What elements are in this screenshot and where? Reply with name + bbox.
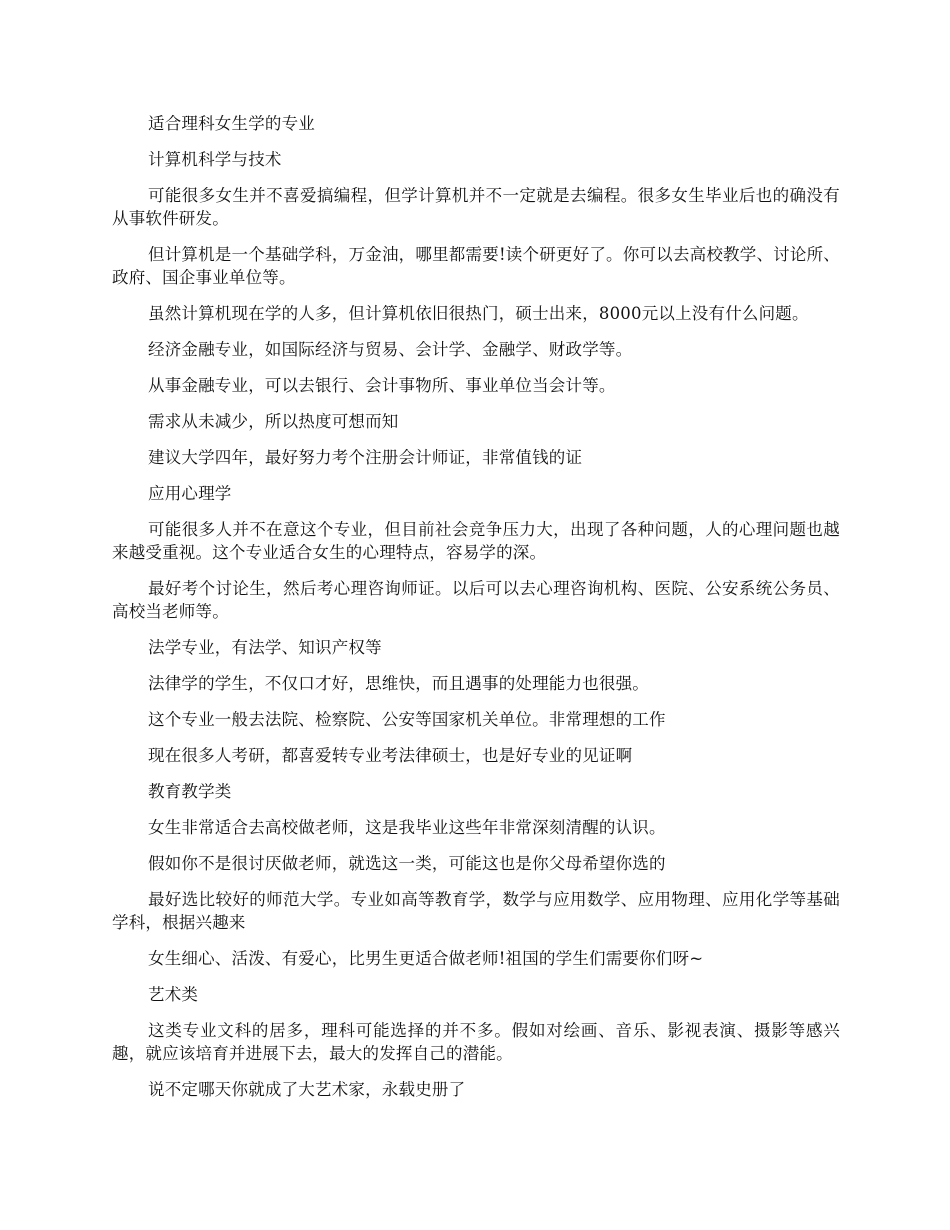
paragraph: 虽然计算机现在学的人多，但计算机依旧很热门，硕士出来，8000元以上没有什么问题。 <box>148 304 809 323</box>
paragraph: 最好选比较好的师范大学。专业如高等教育学，数学与应用数学、应用物理、应用化学等基础学科，根据兴趣来 <box>112 890 840 932</box>
paragraph: 可能很多人并不在意这个专业，但目前社会竞争压力大，出现了各种问题，人的心理问题也越来越受重视。这个专业适合女生的心理特点，容易学的深。 <box>112 520 840 562</box>
paragraph: 这类专业文科的居多，理科可能选择的并不多。假如对绘画、音乐、影视表演、摄影等感兴趣，就应该培育并进展下去，最大的发挥自己的潜能。 <box>112 1021 840 1063</box>
paragraph: 从事金融专业，可以去银行、会计事物所、事业单位当会计等。 <box>148 376 616 395</box>
paragraph: 说不定哪天你就成了大艺术家，永载史册了 <box>148 1080 466 1099</box>
section-heading-law: 法学专业，有法学、知识产权等 <box>148 638 382 657</box>
document-page <box>112 112 840 1114</box>
paragraph: 女生非常适合去高校做老师，这是我毕业这些年非常深刻清醒的认识。 <box>148 818 666 837</box>
paragraph: 建议大学四年，最好努力考个注册会计师证，非常值钱的证 <box>148 448 583 467</box>
doc-title: 适合理科女生学的专业 <box>148 114 315 133</box>
section-heading-psychology: 应用心理学 <box>148 484 232 503</box>
section-heading-computer-science: 计算机科学与技术 <box>148 150 282 169</box>
paragraph: 法律学的学生，不仅口才好，思维快，而且遇事的处理能力也很强。 <box>148 674 649 693</box>
paragraph: 但计算机是一个基础学科，万金油，哪里都需要!读个研更好了。你可以去高校教学、讨论所、政府、国企事业单位等。 <box>112 245 840 287</box>
section-heading-arts: 艺术类 <box>148 985 199 1004</box>
paragraph: 这个专业一般去法院、检察院、公安等国家机关单位。非常理想的工作 <box>148 710 666 729</box>
paragraph: 女生细心、活泼、有爱心，比男生更适合做老师!祖国的学生们需要你们呀~ <box>148 949 704 968</box>
paragraph: 假如你不是很讨厌做老师，就选这一类，可能这也是你父母希望你选的 <box>148 854 666 873</box>
paragraph: 现在很多人考研，都喜爱转专业考法律硕士，也是好专业的见证啊 <box>148 746 633 765</box>
paragraph: 需求从未减少，所以热度可想而知 <box>148 412 399 431</box>
section-heading-education: 教育教学类 <box>148 782 232 801</box>
paragraph: 最好考个讨论生，然后考心理咨询师证。以后可以去心理咨询机构、医院、公安系统公务员、高校当老师等。 <box>112 579 840 621</box>
paragraph: 可能很多女生并不喜爱搞编程，但学计算机并不一定就是去编程。很多女生毕业后也的确没有从事软件研发。 <box>112 186 840 228</box>
section-heading-finance: 经济金融专业，如国际经济与贸易、会计学、金融学、财政学等。 <box>148 340 633 359</box>
